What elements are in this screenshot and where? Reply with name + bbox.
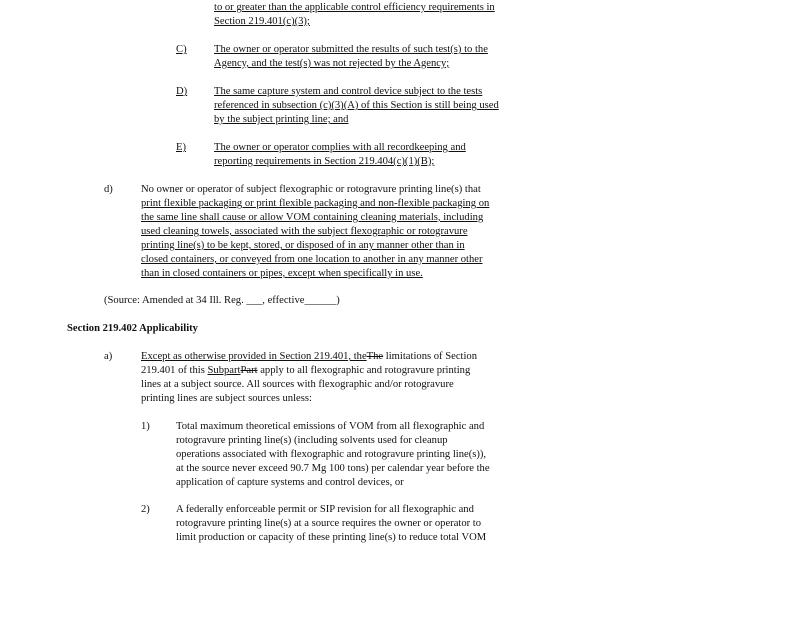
- subparagraph-e-line-2: reporting requirements in Section 219.404(c)(1)(B);: [214, 156, 435, 167]
- subparagraph-c-line-2: Agency, and the test(s) was not rejected by the Agency;: [214, 58, 450, 69]
- item-2-line-2: rotogravure printing line(s) at a source requires the owner or operator to: [176, 518, 482, 529]
- paragraph-a-line-2a: 219.401 of this: [141, 365, 208, 376]
- item-2-label: 2): [141, 504, 150, 515]
- paragraph-d-line-3: the same line shall cause or allow VOM containing cleaning materials, including: [141, 212, 484, 223]
- subparagraph-d-line-1: The same capture system and control device subject to the tests: [214, 86, 483, 97]
- section-heading: Section 219.402 Applicability: [67, 323, 198, 334]
- item-1-line-1: Total maximum theoretical emissions of VOM from all flexographic and: [176, 421, 485, 432]
- continuation-line-2: Section 219.401(c)(3);: [214, 16, 310, 27]
- paragraph-d-line-7: [141, 267, 423, 281]
- subparagraph-c-line-1: The owner or operator submitted the results of such test(s) to the: [214, 44, 488, 55]
- paragraph-a-line-1c: limitations of Section: [383, 351, 478, 362]
- paragraph-a-line-2b: Subpart: [207, 365, 241, 376]
- subparagraph-c-label: C): [176, 44, 187, 55]
- paragraph-a-line-2: [141, 364, 470, 378]
- paragraph-d-line-5: printing line(s) to be kept, stored, or disposed of in any manner other than in: [141, 240, 465, 251]
- paragraph-a-line-3: lines at a subject source. All sources with flexographic and/or rotogravure: [141, 379, 454, 390]
- paragraph-a-line-1a: Except as otherwise provided in Section 219.401, the: [141, 351, 367, 362]
- paragraph-d-line-1: No owner or operator of subject flexographic or rotogravure printing line(s) that: [141, 184, 481, 195]
- item-2-line-1: A federally enforceable permit or SIP revision for all flexographic and: [176, 504, 474, 515]
- paragraph-a-line-1b: The: [366, 351, 384, 362]
- subparagraph-d-line-2: referenced in subsection (c)(3)(A) of this Section is still being used: [214, 100, 499, 111]
- item-1-line-4: at the source never exceed 90.7 Mg 100 tons) per calendar year before the: [176, 463, 490, 474]
- item-1-line-3: operations associated with flexographic and rotogravure printing line(s)),: [176, 449, 487, 460]
- subparagraph-d-line-3: by the subject printing line; and: [214, 114, 349, 125]
- paragraph-d-line-7a: than in closed containers or pipes,: [141, 268, 288, 279]
- item-1-label: 1): [141, 421, 150, 432]
- source-note: (Source: Amended at 34 Ill. Reg. ___, effective______): [104, 295, 340, 306]
- subparagraph-d-label: D): [176, 86, 188, 97]
- paragraph-d-line-6: closed containers, or conveyed from one location to another in any manner other: [141, 254, 483, 265]
- paragraph-a-label: a): [104, 351, 113, 362]
- paragraph-d-line-7b: except when specifically in use.: [287, 268, 423, 279]
- item-1-line-2: rotogravure printing line(s) (including solvents used for cleanup: [176, 435, 448, 446]
- paragraph-a-line-2c: Part: [240, 365, 258, 376]
- paragraph-a-line-2d: apply to all flexographic and rotogravure printing: [257, 365, 471, 376]
- paragraph-d-line-4: used cleaning towels, associated with the subject flexographic or rotogravure: [141, 226, 468, 237]
- paragraph-d-label: d): [104, 184, 113, 195]
- paragraph-a-line-4: printing lines are subject sources unless:: [141, 393, 312, 404]
- paragraph-d-line-2: print flexible packaging or print flexible packaging and non-flexible packaging on: [141, 198, 490, 209]
- item-2-line-3: limit production or capacity of these printing line(s) to reduce total VOM: [176, 532, 487, 543]
- item-1-line-5: application of capture systems and control devices, or: [176, 477, 404, 488]
- subparagraph-e-label: E): [176, 142, 186, 153]
- continuation-line-1: to or greater than the applicable control efficiency requirements in: [214, 2, 495, 13]
- subparagraph-e-line-1: The owner or operator complies with all recordkeeping and: [214, 142, 466, 153]
- paragraph-a-line-1: [141, 350, 477, 364]
